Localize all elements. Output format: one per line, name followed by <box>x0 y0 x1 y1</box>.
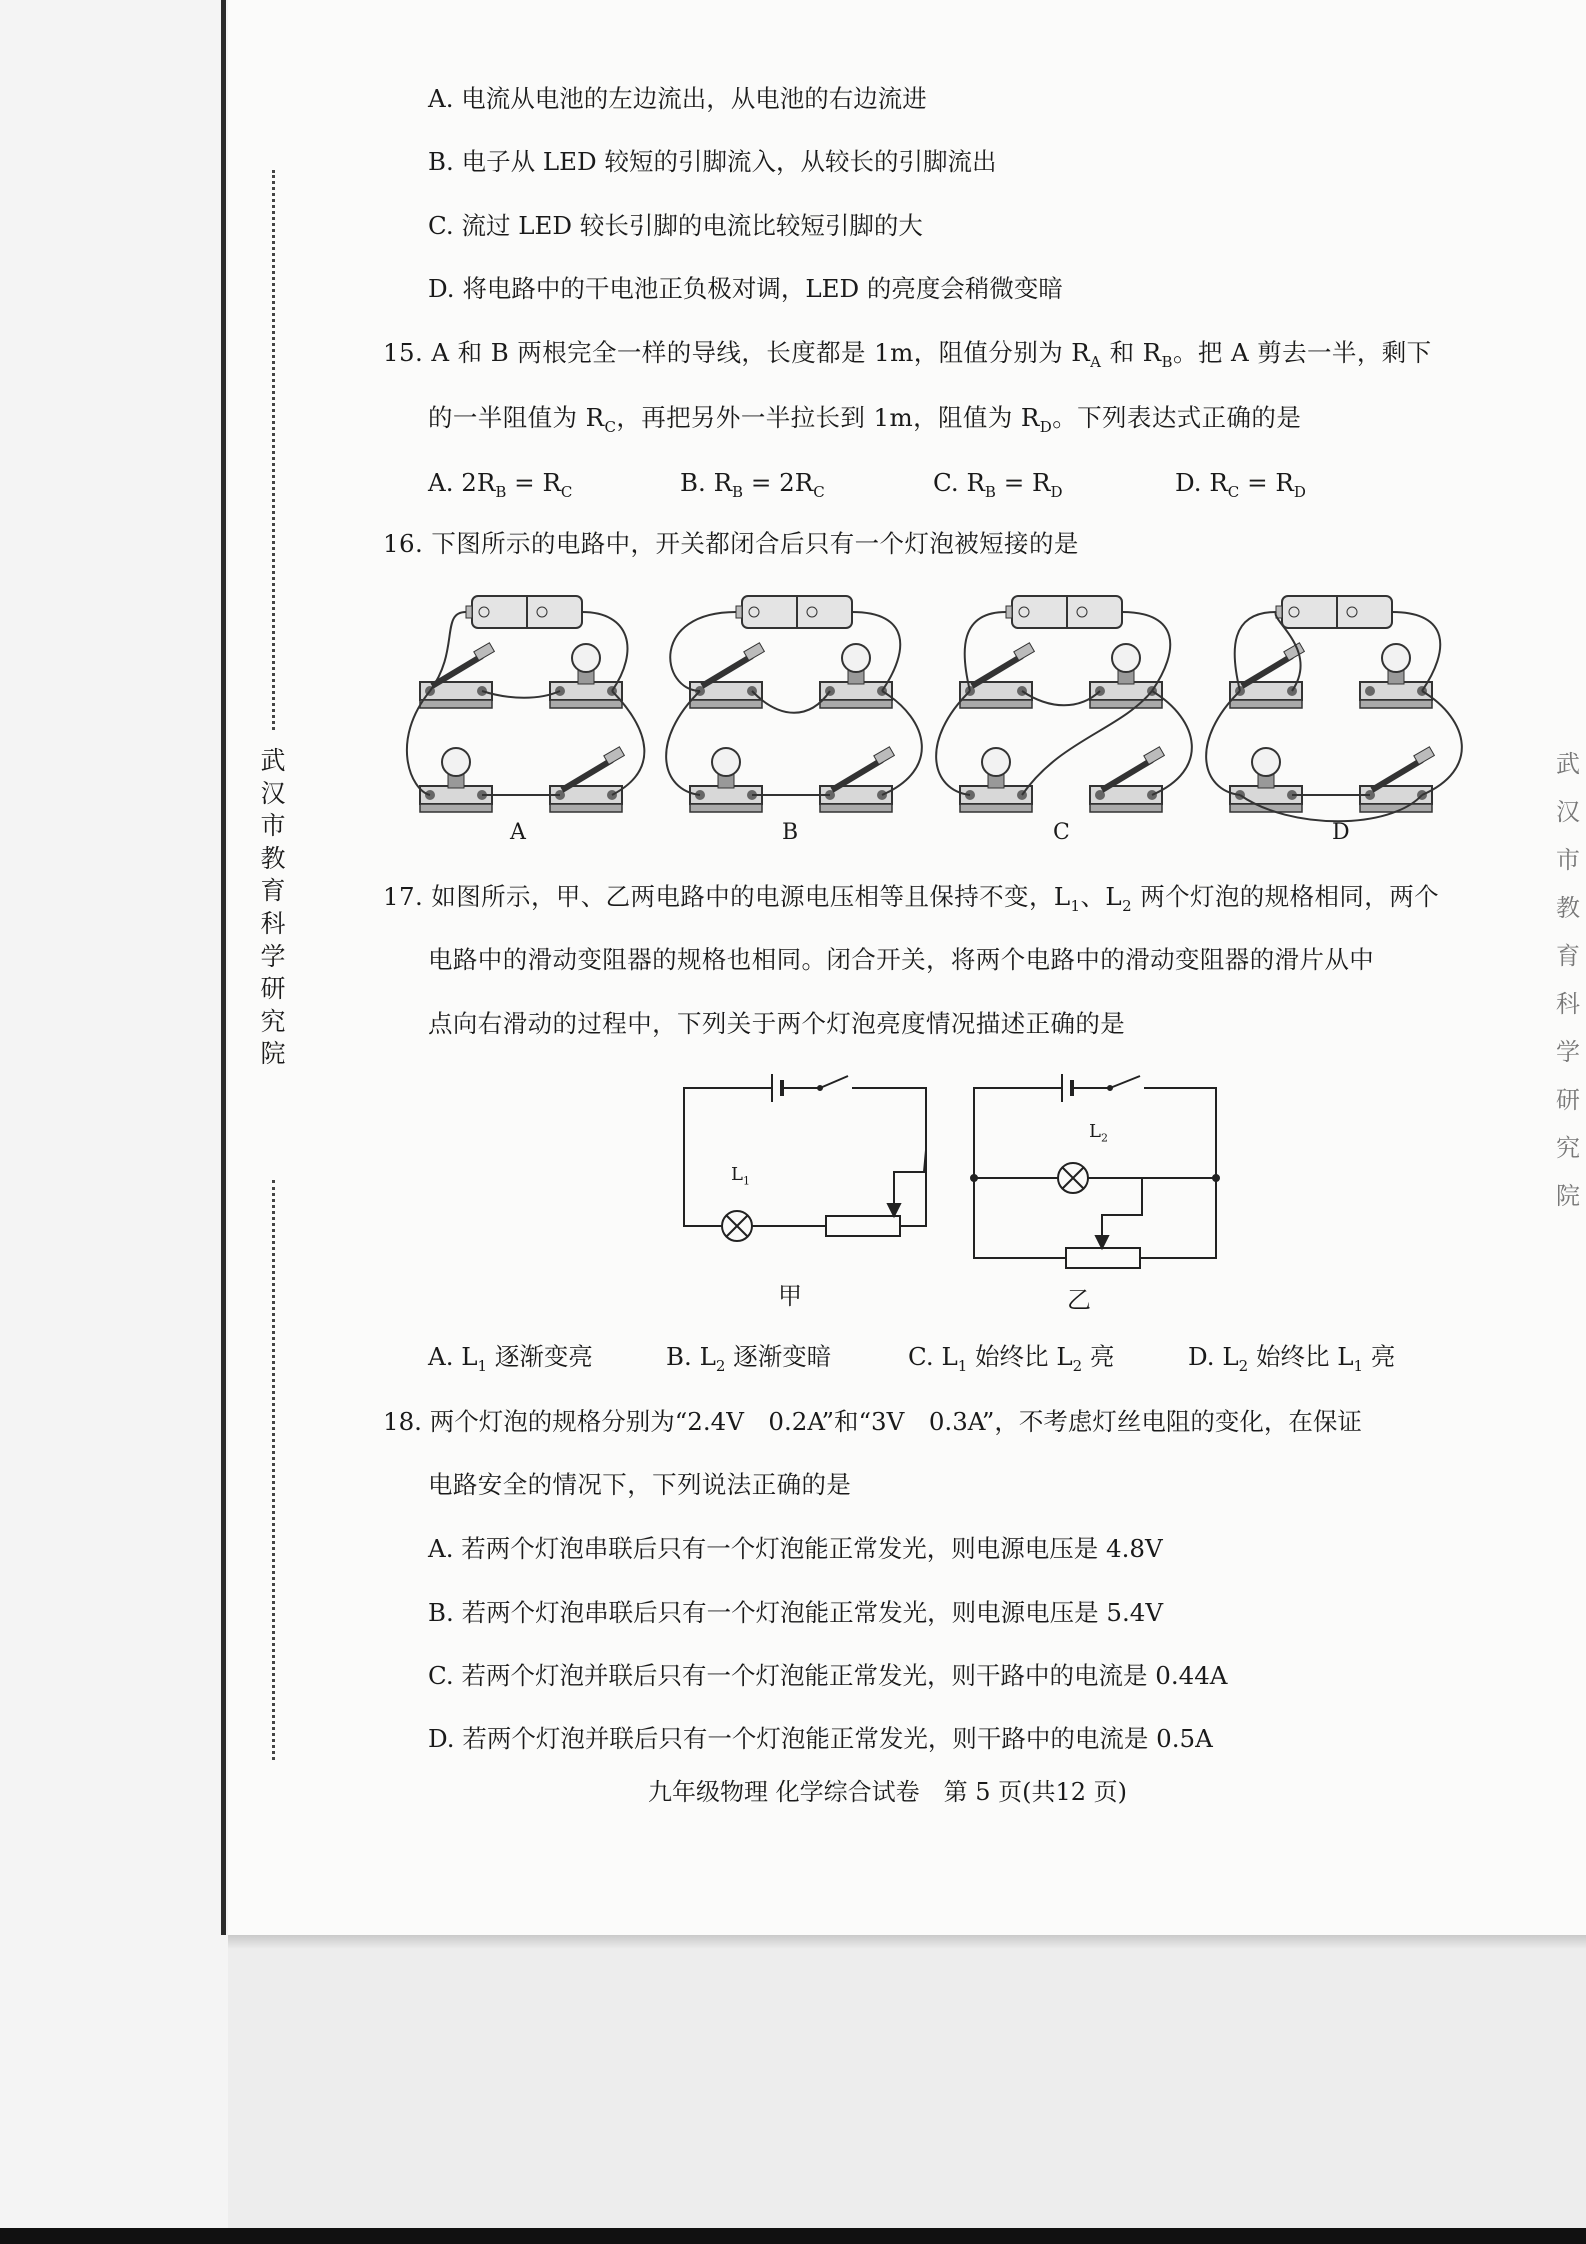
q18-line2: 电路安全的情况下，下列说法正确的是 <box>428 1470 852 1499</box>
q17-label-yi: 乙 <box>1067 1286 1091 1314</box>
page-footer: 九年级物理 化学综合试卷 第 5 页(共12 页) <box>648 1778 1128 1806</box>
page-fold-line <box>221 0 226 1935</box>
q17-circuit-jia <box>684 1074 926 1241</box>
q17-label-jia: 甲 <box>778 1282 802 1310</box>
sidebar-right-cut: 武汉市教育科学研究院 <box>1556 750 1580 1210</box>
q17-lamp-l2-label: $L_2$ <box>1089 1121 1108 1145</box>
q15-line1: 15. A 和 B 两根完全一样的导线，长度都是 1m，阻值分别为 $R_A$ 和 $R_B$。把 A 剪去一半，剩下 <box>383 338 1432 371</box>
q17-line3: 点向右滑动的过程中，下列关于两个灯泡亮度情况描述正确的是 <box>428 1009 1126 1038</box>
q14-option-d: D. 将电路中的干电池正负极对调，LED 的亮度会稍微变暗 <box>428 274 1063 303</box>
q17-option-c: C. $L_1$ 始终比 $L_2$ 亮 <box>908 1342 1115 1375</box>
q16-circuit-c <box>936 596 1192 812</box>
q14-option-a: A. 电流从电池的左边流出，从电池的右边流进 <box>428 84 927 113</box>
q18-option-b: B. 若两个灯泡串联后只有一个灯泡能正常发光，则电源电压是 5.4V <box>428 1598 1164 1627</box>
sidebar-institution: 武汉市教育科学研究院 <box>260 746 286 1069</box>
q18-line1: 18. 两个灯泡的规格分别为“2.4V 0.2A”和“3V 0.3A”，不考虑灯丝电阻的变化，在保证 <box>383 1407 1362 1436</box>
q18-option-a: A. 若两个灯泡串联后只有一个灯泡能正常发光，则电源电压是 4.8V <box>428 1534 1163 1563</box>
q17-option-b: B. $L_2$ 逐渐变暗 <box>666 1342 832 1375</box>
q16-circuit-b <box>666 596 922 812</box>
q17-lamp-l1-label: $L_1$ <box>731 1164 750 1188</box>
q16-label-b: B <box>782 820 799 845</box>
q15-option-a: A. $2R_B = R_C$ <box>428 468 573 501</box>
q17-circuit-yi <box>971 1074 1219 1268</box>
page-edge-shadow <box>228 1935 1586 1949</box>
q17-line2: 电路中的滑动变阻器的规格也相同。闭合开关，将两个电路中的滑动变阻器的滑片从中 <box>428 945 1375 974</box>
scanner-edge <box>0 2228 1586 2244</box>
q16-label-d: D <box>1332 820 1350 845</box>
q14-option-b: B. 电子从 LED 较短的引脚流入，从较长的引脚流出 <box>428 147 997 176</box>
scan-margin <box>0 0 228 2244</box>
q16-circuit-d <box>1206 596 1462 821</box>
q15-option-d: D. $R_C = R_D$ <box>1175 468 1306 501</box>
q15-line2: 的一半阻值为 $R_C$，再把另外一半拉长到 1m，阻值为 $R_D$。下列表达式正确的是 <box>428 403 1302 436</box>
q16-label-a: A <box>510 820 526 845</box>
q17-circuit-diagrams <box>670 1060 1230 1280</box>
q16-label-c: C <box>1053 820 1070 845</box>
q16-circuit-a <box>407 596 644 812</box>
q16-circuit-figures <box>400 590 1480 830</box>
q15-option-c: C. $R_B = R_D$ <box>933 468 1063 501</box>
q18-option-d: D. 若两个灯泡并联后只有一个灯泡能正常发光，则干路中的电流是 0.5A <box>428 1724 1213 1753</box>
q15-option-b: B. $R_B = 2R_C$ <box>680 468 825 501</box>
q18-option-c: C. 若两个灯泡并联后只有一个灯泡能正常发光，则干路中的电流是 0.44A <box>428 1661 1228 1690</box>
q16-question: 16. 下图所示的电路中，开关都闭合后只有一个灯泡被短接的是 <box>383 529 1079 558</box>
q14-option-c: C. 流过 LED 较长引脚的电流比较短引脚的大 <box>428 211 923 240</box>
q17-option-a: A. $L_1$ 逐渐变亮 <box>428 1342 593 1375</box>
q17-line1: 17. 如图所示，甲、乙两电路中的电源电压相等且保持不变，$L_1$、$L_2$ 两个灯泡的规格相同，两个 <box>383 882 1440 915</box>
binding-dotted-line-top <box>272 170 279 730</box>
binding-dotted-line-bottom <box>272 1180 279 1760</box>
q17-option-d: D. $L_2$ 始终比 $L_1$ 亮 <box>1188 1342 1396 1375</box>
